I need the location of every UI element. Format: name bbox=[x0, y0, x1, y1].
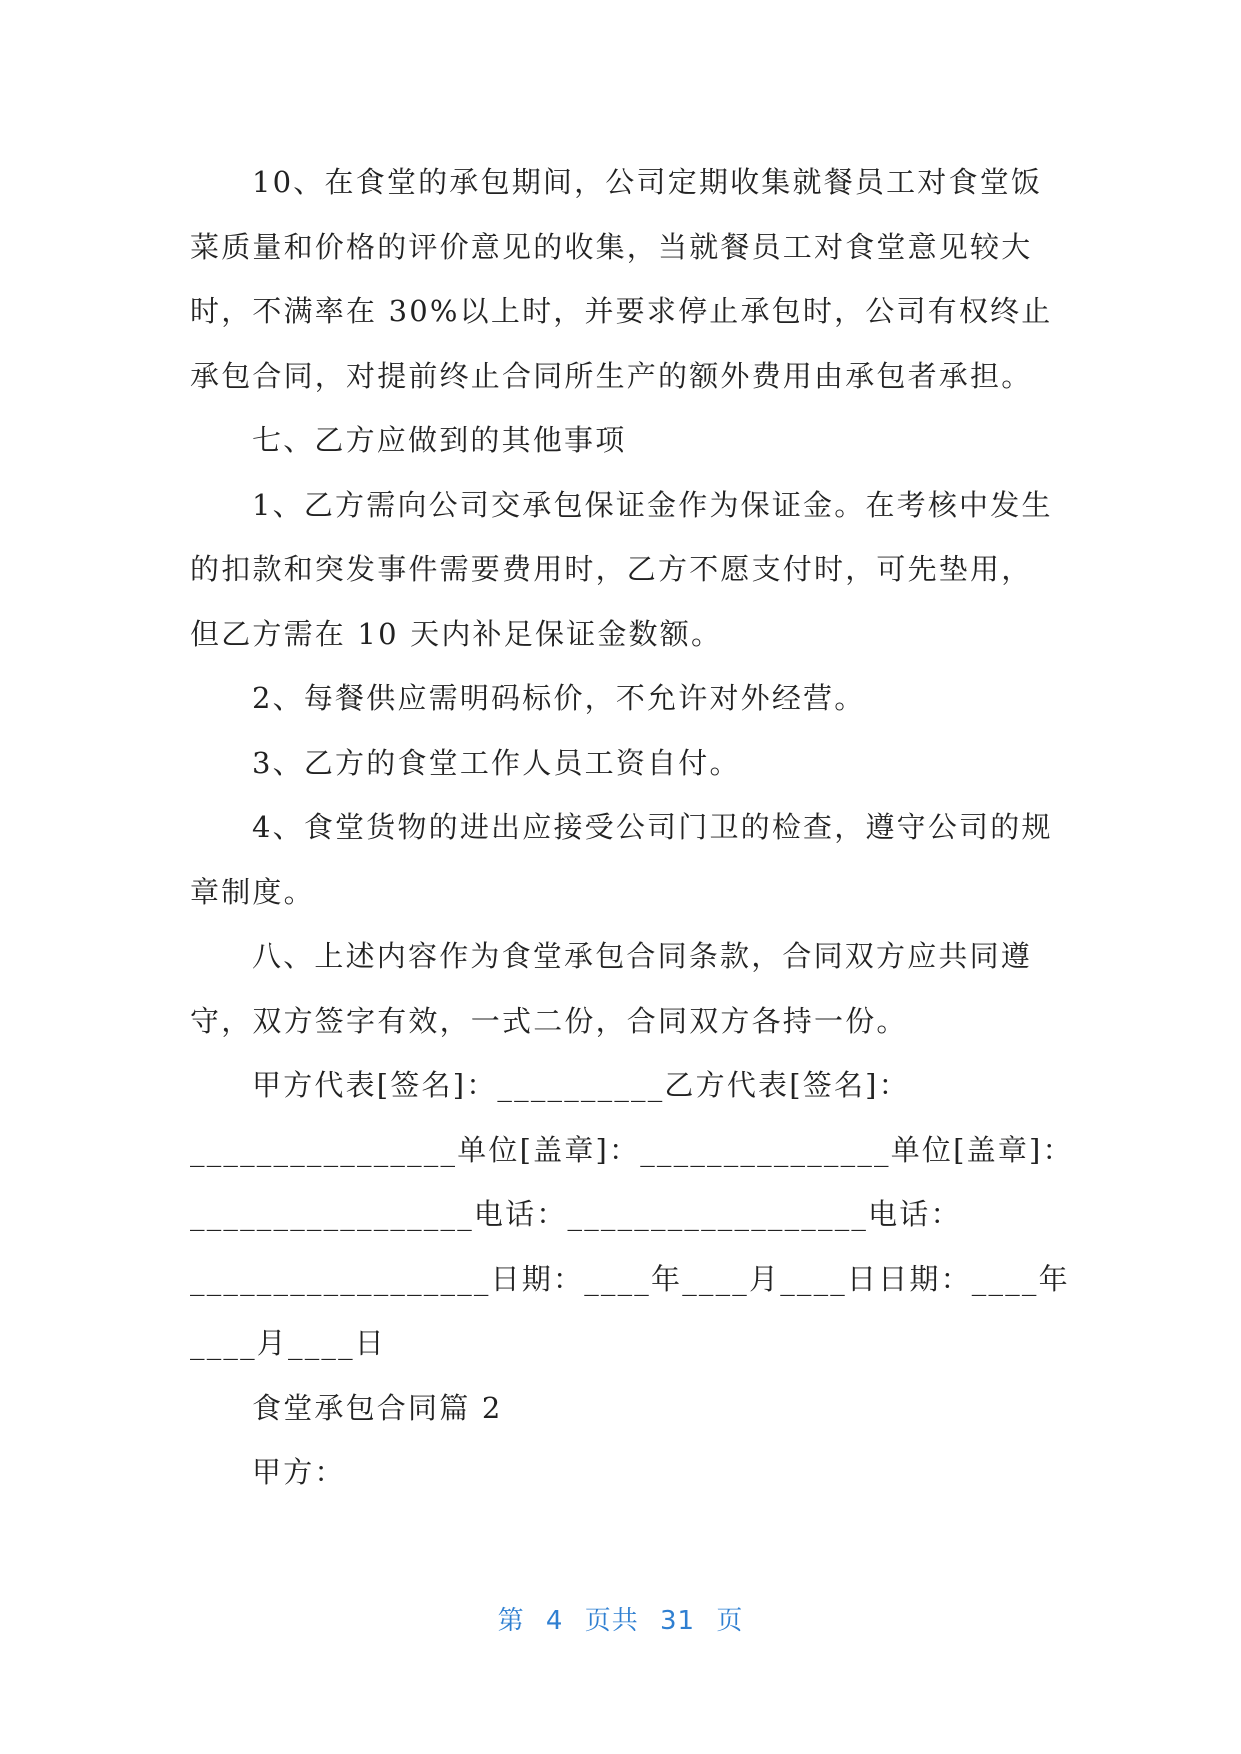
page-footer bbox=[0, 1600, 1241, 1637]
paragraph-line: 3、乙方的食堂工作人员工资自付。 bbox=[252, 745, 741, 780]
signature-line: _________________电话：__________________电话： bbox=[190, 1197, 962, 1231]
paragraph-line: 2、每餐供应需明码标价，不允许对外经营。 bbox=[252, 681, 866, 715]
paragraph-line: 菜质量和价格的评价意见的收集，当就餐员工对食堂意见较大 bbox=[190, 229, 1033, 264]
total-pages-number: 31 bbox=[660, 1606, 696, 1636]
paragraph-line: 章制度。 bbox=[190, 874, 315, 909]
contract-title: 食堂承包合同篇 2 bbox=[252, 1390, 503, 1425]
paragraph-line: 的扣款和突发事件需要费用时，乙方不愿支付时，可先垫用， bbox=[190, 552, 1033, 586]
footer-suffix: 页 bbox=[716, 1606, 744, 1636]
paragraph-line: 承包合同，对提前终止合同所生产的额外费用由承包者承担。 bbox=[190, 358, 1033, 393]
document-body bbox=[190, 150, 1074, 1505]
signature-line: ________________单位[盖章]：_______________单位[盖章]： bbox=[190, 1132, 1074, 1167]
footer-middle: 页共 bbox=[584, 1606, 639, 1636]
signature-line: 甲方代表[签名]：__________乙方代表[签名]： bbox=[252, 1068, 910, 1102]
signature-line: __________________日期：____年____月____日日期：____年 bbox=[190, 1261, 1070, 1296]
paragraph-line: 10、在食堂的承包期间，公司定期收集就餐员工对食堂饭 bbox=[252, 165, 1043, 199]
paragraph-line: 4、食堂货物的进出应接受公司门卫的检查，遵守公司的规 bbox=[252, 810, 1053, 844]
paragraph-line: 但乙方需在 10 天内补足保证金数额。 bbox=[190, 616, 723, 651]
paragraph-line: 1、乙方需向公司交承包保证金作为保证金。在考核中发生 bbox=[252, 487, 1053, 522]
party-a-label: 甲方： bbox=[252, 1455, 346, 1489]
current-page-number: 4 bbox=[545, 1606, 564, 1636]
signature-line: ____月____日 bbox=[190, 1326, 387, 1360]
paragraph-line: 守，双方签字有效，一式二份，合同双方各持一份。 bbox=[190, 1003, 908, 1038]
paragraph-line: 时，不满率在 30%以上时，并要求停止承包时，公司有权终止 bbox=[190, 294, 1053, 328]
section-heading: 八、上述内容作为食堂承包合同条款，合同双方应共同遵 bbox=[252, 939, 1033, 973]
section-heading: 七、乙方应做到的其他事项 bbox=[252, 423, 627, 457]
footer-prefix: 第 bbox=[497, 1606, 525, 1636]
